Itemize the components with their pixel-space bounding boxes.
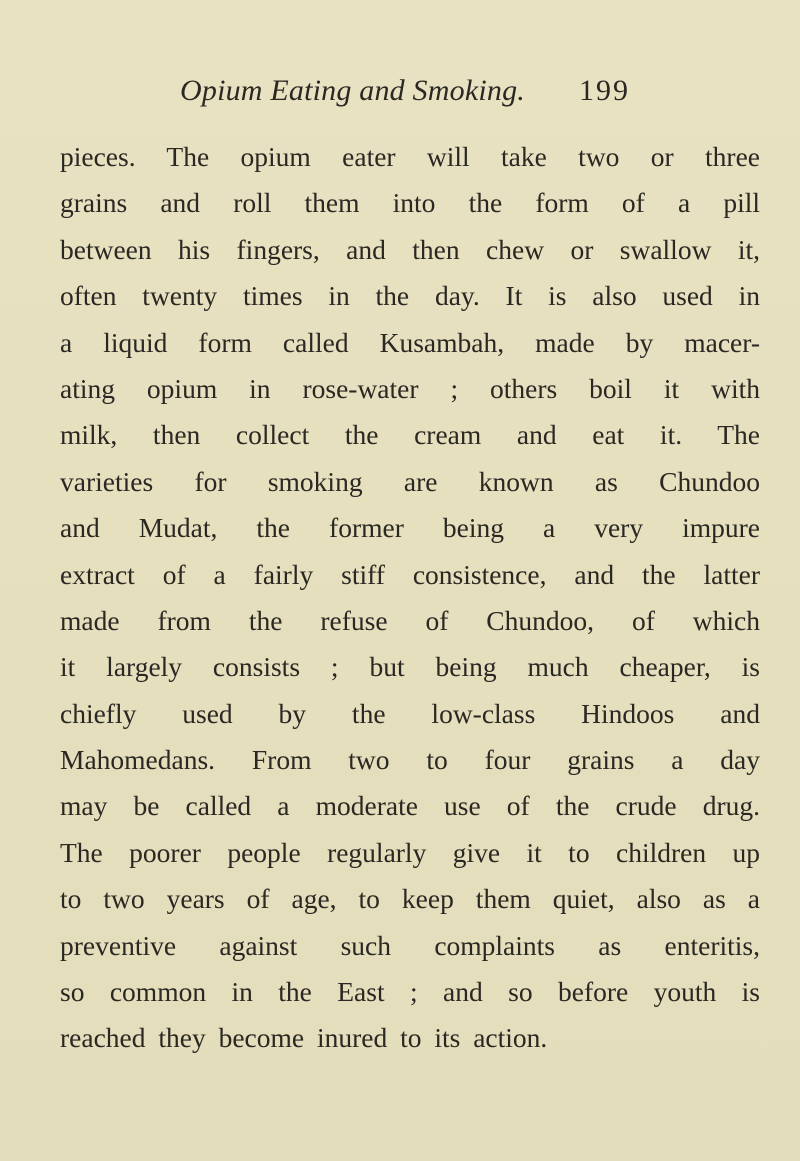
text-line: varieties for smoking are known as Chundoo: [60, 465, 760, 497]
text-line: ating opium in rose-water ; others boil it with: [60, 372, 760, 404]
text-line: so common in the East ; and so before youth is: [60, 976, 760, 1008]
text-line: to two years of age, to keep them quiet, also as a: [60, 883, 760, 915]
text-line: and Mudat, the former being a very impure: [60, 512, 760, 544]
text-line: often twenty times in the day. It is also used in: [60, 280, 760, 312]
body-text: [60, 134, 760, 1062]
page-header: [0, 74, 800, 124]
text-line: made from the refuse of Chundoo, of which: [60, 604, 760, 636]
text-line: extract of a fairly stiff consistence, and the latter: [60, 558, 760, 590]
text-line: a liquid form called Kusambah, made by macer-: [60, 326, 760, 358]
text-line: between his fingers, and then chew or swallow it,: [60, 233, 760, 265]
text-line: reached they become inured to its action.: [60, 1022, 548, 1054]
text-line: pieces. The opium eater will take two or three: [60, 141, 760, 172]
page-number: 199: [579, 74, 630, 107]
text-line: milk, then collect the cream and eat it. The: [60, 419, 760, 451]
text-line: The poorer people regularly give it to children up: [60, 836, 760, 868]
running-title: Opium Eating and Smoking.: [180, 74, 525, 107]
text-line: it largely consists ; but being much cheaper, is: [60, 651, 760, 683]
text-line: may be called a moderate use of the crude drug.: [60, 790, 760, 822]
text-line: chiefly used by the low-class Hindoos and: [60, 697, 760, 729]
text-line: preventive against such complaints as enteritis,: [60, 929, 760, 961]
text-line: grains and roll them into the form of a pill: [60, 187, 760, 219]
text-line: Mahomedans. From two to four grains a day: [60, 744, 760, 776]
